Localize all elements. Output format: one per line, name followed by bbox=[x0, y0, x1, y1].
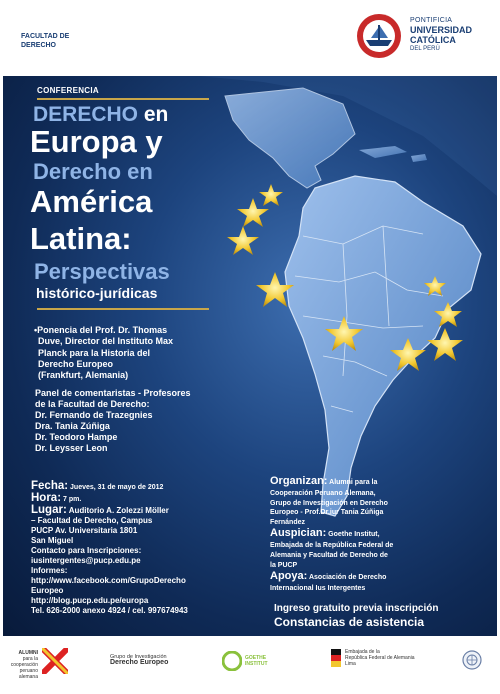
goethe-logo-text: GOETHE INSTITUT bbox=[245, 655, 268, 667]
poster-panel bbox=[3, 76, 497, 636]
sponsor-logos-bar bbox=[0, 636, 500, 694]
email-link[interactable]: iusintergentes@pucp.edu.pe bbox=[31, 556, 141, 565]
star-icon bbox=[237, 198, 269, 227]
title-line-3: Derecho en bbox=[33, 159, 153, 184]
title-line-1: DERECHO en bbox=[33, 103, 169, 126]
header-bar bbox=[0, 0, 500, 76]
gold-divider bbox=[37, 308, 209, 310]
subtitle-line-2: histórico-jurídicas bbox=[36, 285, 158, 301]
german-eagle-icon bbox=[331, 649, 341, 667]
gold-divider bbox=[37, 98, 209, 100]
title-line-5: Latina: bbox=[30, 221, 132, 256]
facebook-link[interactable]: http://www.facebook.com/GrupoDerecho bbox=[31, 576, 186, 585]
event-type-label: CONFERENCIA bbox=[37, 86, 99, 95]
alumni-logo-icon bbox=[42, 648, 68, 674]
ius-intergentes-logo-icon bbox=[462, 650, 482, 670]
title-line-2: Europa y bbox=[30, 124, 163, 159]
admission-note: Ingreso gratuito previa inscripción Constancias de asistencia bbox=[274, 603, 439, 629]
panel-block: Panel de comentaristas - Profesores de la Facultad de Derecho: Dr. Fernando de Trazegnies Dra. Tania Zúñiga Dr. Teodoro Hampe Dr. Leysser Leon bbox=[35, 388, 191, 453]
goethe-logo-icon bbox=[222, 651, 242, 671]
faculty-label: FACULTAD DE DERECHO bbox=[21, 33, 70, 49]
organizers-block: Organizan: Alumni para la Cooperación Peruano Alemana, Grupo de Investigación en Derecho Europeo - Prof.Dr.iur Tania Zúñiga Fernández Auspician: Goethe Institut, Embajada de la República Federal de Alemania y Facultad de Derecho de la PUCP Apoya: Asociación de Derecho Internacional Ius Intergentes bbox=[270, 475, 394, 593]
speaker-block: •Ponencia del Prof. Dr. Thomas Duve, Director del Instituto Max Planck para la Historia del Derecho Europeo (Frankfurt, Alemania) bbox=[34, 325, 174, 381]
blog-link[interactable]: http://blog.pucp.edu.pe/europa bbox=[31, 596, 149, 605]
event-info-block: Fecha: Jueves, 31 de mayo de 2012 Hora: 7 pm. Lugar: Auditorio A. Zolezzi Möller – Facultad de Derecho, Campus PUCP Av. Universitaria 1801 San Miguel Contacto para Inscripciones: iusintergentes@pucp.edu.pe Informes: http://www.facebook.com/GrupoDerecho Europeo http://blog.pucp.edu.pe/europa Tel. 626-2000 anexo 4924 / cel. 997674943 bbox=[31, 481, 251, 616]
grupo-investigacion-logo: Grupo de Investigación Derecho Europeo bbox=[110, 654, 169, 666]
embajada-logo-text: Embajada de la República Federal de Alemania Lima bbox=[345, 649, 415, 667]
university-seal-logo bbox=[356, 13, 402, 59]
subtitle-line-1: Perspectivas bbox=[34, 259, 170, 284]
star-icon bbox=[227, 226, 259, 255]
star-icon bbox=[259, 184, 283, 206]
alumni-logo-text: ALUMNI para la cooperación peruano alemana bbox=[10, 650, 38, 680]
university-name: PONTIFICIA UNIVERSIDAD CATÓLICA DEL PERÚ bbox=[410, 17, 473, 52]
title-line-4: América bbox=[30, 184, 153, 219]
